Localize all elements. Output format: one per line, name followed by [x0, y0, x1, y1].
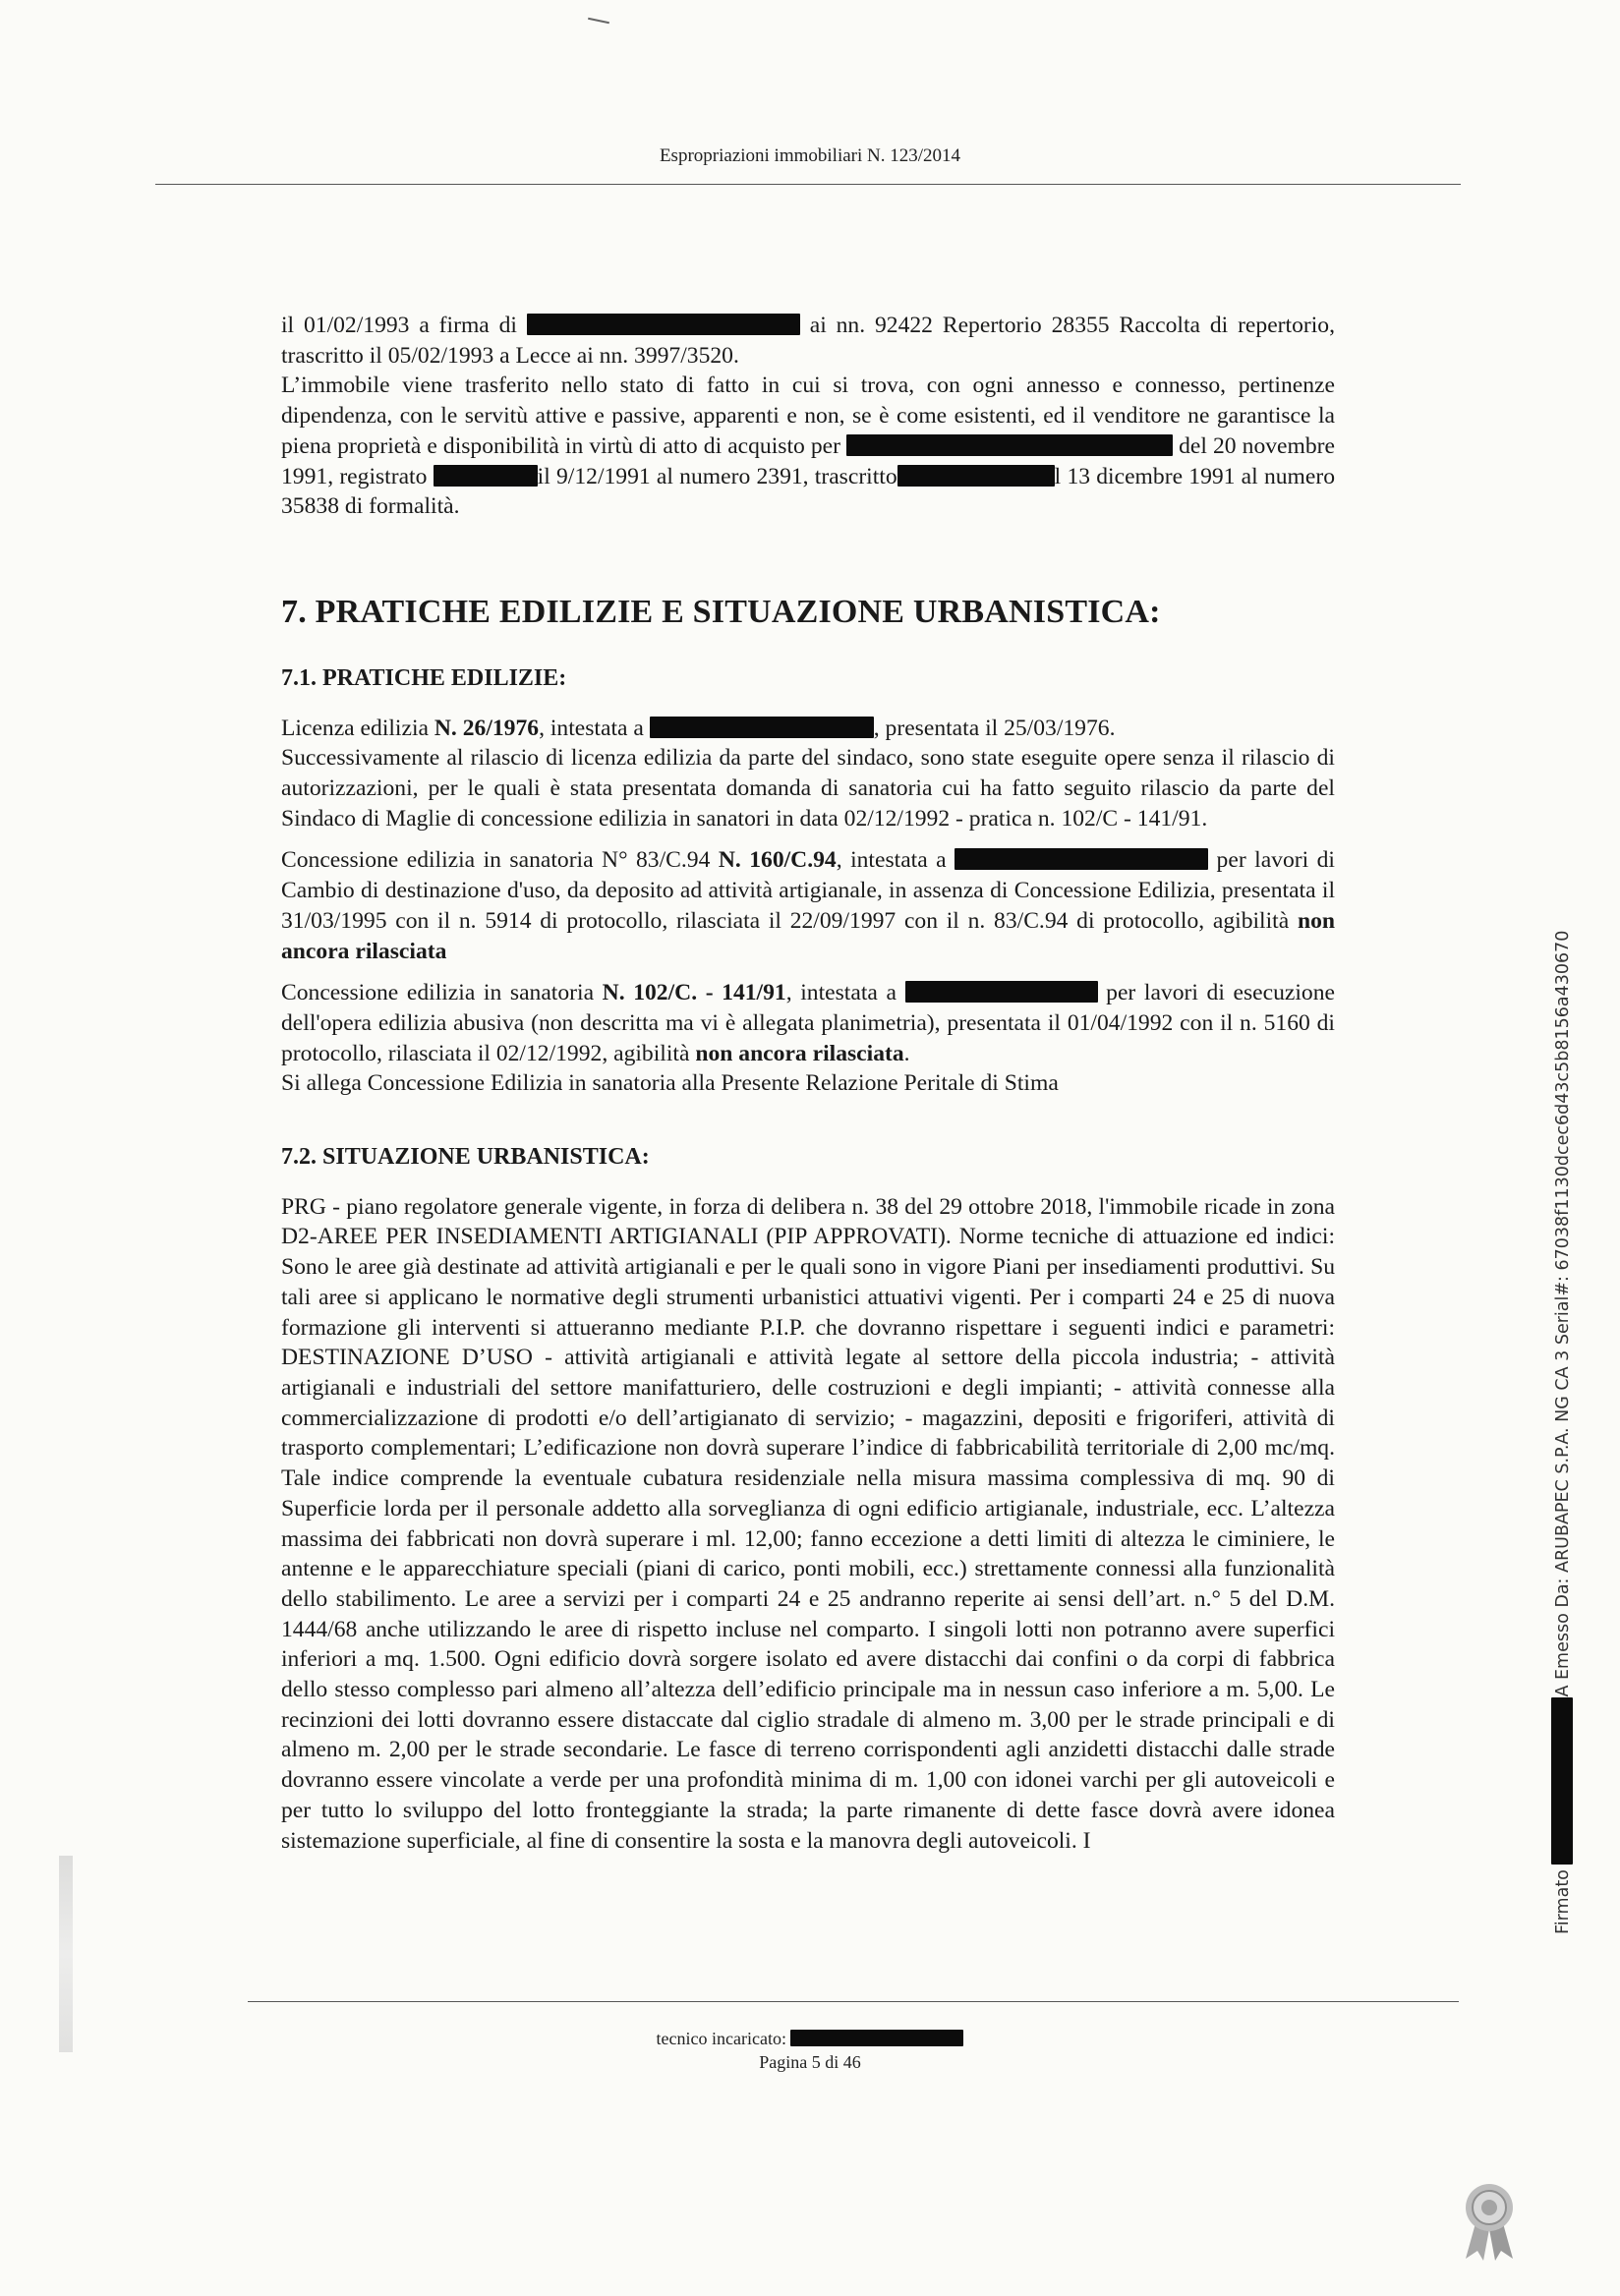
intro-paragraph-2: L’immobile viene trasferito nello stato di fatto in cui si trova, con ogni annesso e connesso, pertinenze dipendenza, con le servitù attive e passive, apparenti e non, se è come esistenti, ed il venditore ne garantisce la piena proprietà e disponibilità in virtù di atto di acquisto per del 20 novembre 1991, registrato il 9/12/1991 al numero 2391, trascritto l 13 dicembre 1991 al numero 35838 di formalità. [281, 373, 1336, 520]
redaction-bar [650, 717, 874, 738]
concessione-2-paragraph: Concessione edilizia in sanatoria N. 102/C. - 141/91, intestata a per lavori di esecuzione dell'opera edilizia abusiva (non descritta ma vi è allegata planimetria), presentata il 01/04/1992 con il n. 5160 di protocollo, rilasciata il 02/12/1992, agibilità non ancora rilasciata. [281, 980, 1335, 1066]
scan-tick-mark [588, 18, 609, 25]
page-number: Pagina 5 di 46 [759, 2052, 861, 2072]
section-7-title: 7. PRATICHE EDILIZIE E SITUAZIONE URBANISTICA: [281, 593, 1161, 630]
redaction-bar [434, 465, 538, 487]
tecnico-incaricato-line: tecnico incaricato: [0, 2027, 1620, 2050]
page-footer [0, 2027, 1620, 2074]
redaction-bar [897, 465, 1055, 487]
document-body [281, 311, 1335, 1856]
certificate-seal-icon [1458, 2180, 1521, 2263]
header-divider [155, 184, 1461, 185]
section-7-2-title: 7.2. SITUAZIONE URBANISTICA: [281, 1144, 650, 1171]
redaction-bar [790, 2030, 963, 2046]
digital-signature-stamp [1551, 930, 1574, 1934]
scan-artifact [59, 1856, 73, 2052]
concessione-1-paragraph: Concessione edilizia in sanatoria N° 83/C.94 N. 160/C.94, intestata a per lavori di Cambio di destinazione d'uso, da deposito ad attività artigianale, in assenza di Concessione Edilizia, presentata il 31/03/1995 con il n. 5914 di protocollo, rilasciata il 22/09/1997 con il n. 83/C.94 di protocollo, agibilità non ancora rilasciata [281, 847, 1335, 964]
intro-paragraph-1: il 01/02/1993 a firma di ai nn. 92422 Repertorio 28355 Raccolta di repertorio, trascritto il 05/02/1993 a Lecce ai nn. 3997/3520. [281, 313, 1335, 369]
redaction-bar [905, 981, 1098, 1003]
section-7-1-title: 7.1. PRATICHE EDILIZIE: [281, 664, 567, 691]
page-header-title: Espropriazioni immobiliari N. 123/2014 [659, 145, 961, 166]
footer-divider [248, 2001, 1459, 2002]
successivamente-paragraph: Successivamente al rilascio di licenza edilizia da parte del sindaco, sono state eseguite opere senza il rilascio di autorizzazioni, per le quali è stata presentata domanda di sanatoria cui ha fatto seguito rilascio da parte del Sindaco di Maglie di concessione edilizia in sanatori in data 02/12/1992 - pratica n. 102/C - 141/91. [281, 745, 1335, 832]
allega-paragraph: Si allega Concessione Edilizia in sanatoria alla Presente Relazione Peritale di Stima [281, 1070, 1059, 1097]
prg-paragraph: PRG - piano regolatore generale vigente, in forza di delibera n. 38 del 29 ottobre 2018, l'immobile ricade in zona D2-AREE PER INSEDIAMENTI ARTIGIANALI (PIP APPROVATI). Norme tecniche di attuazione ed indici: Sono le aree già destinate ad attività artigianali e per le quali sono in vigore Piani per insediamenti produttivi. Su tali aree si applicano le normative degli strumenti urbanistici attuativi vigenti. Per i comparti 24 e 25 di nuova formazione gli interventi si attueranno mediante P.I.P. che dovranno rispettare i seguenti indici e parametri: DESTINAZIONE D’USO - attività artigianali e attività legate al settore della piccola industria; - attività artigianali e industriali del settore manifatturiero, delle costruzioni e degli impianti; - attività connesse alla commercializzazione di prodotti e/o dell’artigianato di servizio; - magazzini, depositi e frigoriferi, attività di trasporto complementari; L’edificazione non dovrà superare l’indice di fabbricabilità territoriale di 2,00 mc/mq. Tale indice comprende la eventuale cubatura residenziale nella misura massima complessiva di mq. 90 di Superficie lorda per il personale addetto alla sorveglianza di ogni edificio artigianale, industriale, ecc. L’altezza massima dei fabbricati non dovrà superare i ml. 12,00; fanno eccezione a detti limiti di altezza le ciminiere, le antenne e le apparecchiature speciali (piani di carico, ponti mobili, ecc.) strettamente connessi alla funzionalità dello stabilimento. Le aree a servizi per i comparti 24 e 25 andranno reperite ai sensi dell’art. n.° 5 del D.M. 1444/68 anche utilizzando le aree di rispetto incluse nel comparto. I singoli lotti non potranno avere superfici inferiori a mq. 1.500. Ogni edificio dovrà sorgere isolato ed avere distacchi dai confini o da corpi di fabbrica dello stesso complesso pari almeno all’altezza dell’edificio principale ma in nessun caso inferiore a m. 5,00. Le recinzioni dei lotti dovranno essere distaccate dal ciglio stradale di almeno m. 3,00 per le strade principali e di almeno m. 2,00 per le strade secondarie. Le fasce di terreno corrispondenti agli anzidetti distacchi dalle strade dovranno essere vincolate a verde per una profondità minima di m. 1,00 con idonei varchi per gli autoveicoli e per tutto lo sviluppo del lotto fronteggiante la strada; la parte rimanente di dette fasce dovrà avere idonea sistemazione superficiale, al fine di consentire la sosta e la manovra degli autoveicoli. I [281, 1193, 1335, 1854]
redaction-bar [846, 434, 1173, 456]
signature-prefix: Firmato [1553, 1864, 1573, 1934]
licenza-paragraph: Licenza edilizia N. 26/1976, intestata a , presentata il 25/03/1976. [281, 715, 1116, 741]
signature-text: A Emesso Da: ARUBAPEC S.P.A. NG CA 3 Serial#: 67038f1130dcec6d43c5b8156a430670 [1553, 930, 1573, 1697]
redaction-bar [1551, 1697, 1573, 1865]
redaction-bar [955, 848, 1208, 870]
redaction-bar [527, 314, 800, 335]
